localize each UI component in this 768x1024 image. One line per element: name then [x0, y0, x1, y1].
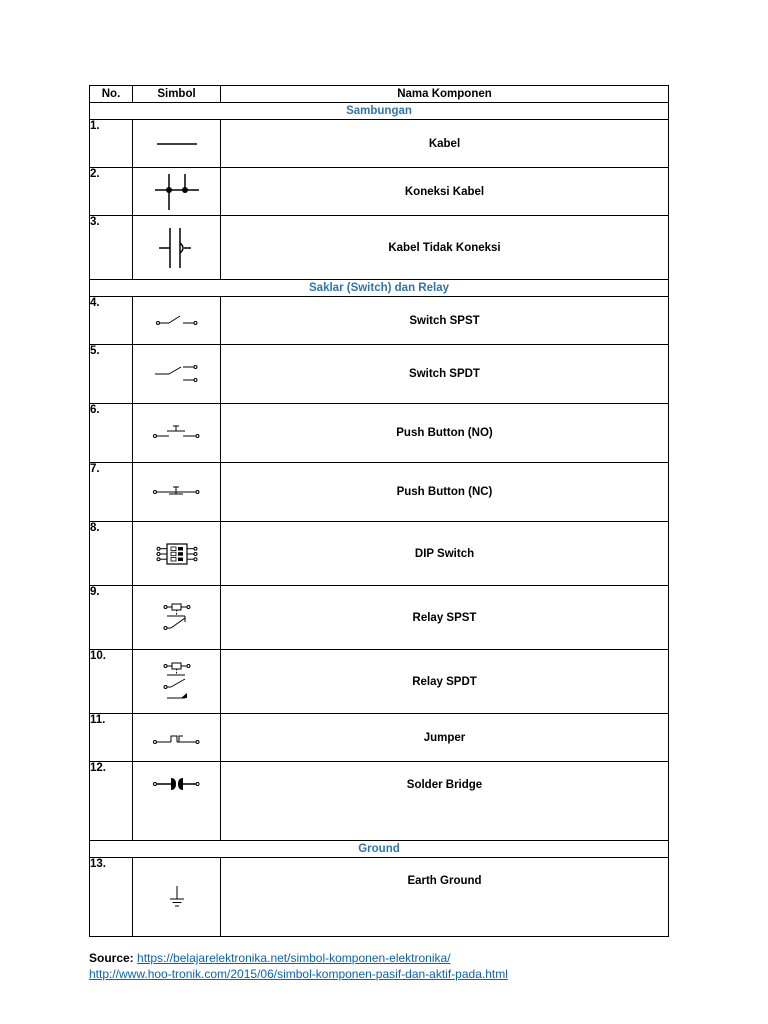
row-number: 12. — [90, 762, 133, 841]
header-name: Nama Komponen — [221, 86, 669, 103]
connected-wires-icon — [147, 170, 207, 214]
relay-spdt-icon — [147, 660, 207, 704]
table-row — [90, 463, 669, 522]
component-name: DIP Switch — [221, 522, 669, 586]
table-row — [90, 650, 669, 714]
dip-switch-icon — [147, 539, 207, 569]
row-number: 2. — [90, 168, 133, 216]
jumper-icon — [147, 726, 207, 750]
component-name: Kabel Tidak Koneksi — [221, 216, 669, 280]
source-link-2[interactable]: http://www.hoo-tronik.com/2015/06/simbol-komponen-pasif-dan-aktif-pada.html — [89, 967, 508, 981]
earth-ground-icon — [147, 882, 207, 912]
row-number: 7. — [90, 463, 133, 522]
push-button-nc-icon — [147, 480, 207, 504]
section-ground: Ground — [90, 841, 669, 858]
table-row — [90, 714, 669, 762]
row-number: 8. — [90, 522, 133, 586]
table-row — [90, 404, 669, 463]
row-number: 6. — [90, 404, 133, 463]
row-number: 10. — [90, 650, 133, 714]
table-row — [90, 522, 669, 586]
solder-bridge-icon — [147, 774, 207, 794]
header-no: No. — [90, 86, 133, 103]
table-row — [90, 586, 669, 650]
spst-switch-icon — [147, 311, 207, 331]
spdt-switch-icon — [147, 359, 207, 389]
component-name: Earth Ground — [221, 858, 669, 937]
table-row — [90, 297, 669, 345]
section-row — [90, 103, 669, 120]
header-row — [90, 86, 669, 103]
table-row — [90, 762, 669, 841]
table-row — [90, 168, 669, 216]
row-number: 4. — [90, 297, 133, 345]
component-name: Push Button (NC) — [221, 463, 669, 522]
component-name: Push Button (NO) — [221, 404, 669, 463]
source-label: Source: — [89, 951, 134, 965]
wire-icon — [147, 129, 207, 159]
component-name: Solder Bridge — [221, 762, 669, 841]
source-block — [89, 950, 508, 982]
component-name: Kabel — [221, 120, 669, 168]
table-row — [90, 858, 669, 937]
push-button-no-icon — [147, 421, 207, 445]
row-number: 5. — [90, 345, 133, 404]
table-row — [90, 120, 669, 168]
section-row — [90, 280, 669, 297]
relay-spst-icon — [147, 601, 207, 635]
component-name: Switch SPST — [221, 297, 669, 345]
row-number: 3. — [90, 216, 133, 280]
component-name: Jumper — [221, 714, 669, 762]
components-table — [89, 85, 669, 937]
component-name: Koneksi Kabel — [221, 168, 669, 216]
header-symbol: Simbol — [133, 86, 221, 103]
component-name: Relay SPST — [221, 586, 669, 650]
table-row — [90, 216, 669, 280]
source-link-1[interactable]: https://belajarelektronika.net/simbol-komponen-elektronika/ — [137, 951, 451, 965]
row-number: 13. — [90, 858, 133, 937]
row-number: 11. — [90, 714, 133, 762]
table-row — [90, 345, 669, 404]
section-row — [90, 841, 669, 858]
row-number: 9. — [90, 586, 133, 650]
section-sambungan: Sambungan — [90, 103, 669, 120]
section-saklar: Saklar (Switch) dan Relay — [90, 280, 669, 297]
component-name: Switch SPDT — [221, 345, 669, 404]
component-name: Relay SPDT — [221, 650, 669, 714]
row-number: 1. — [90, 120, 133, 168]
unconnected-wires-icon — [147, 226, 207, 270]
